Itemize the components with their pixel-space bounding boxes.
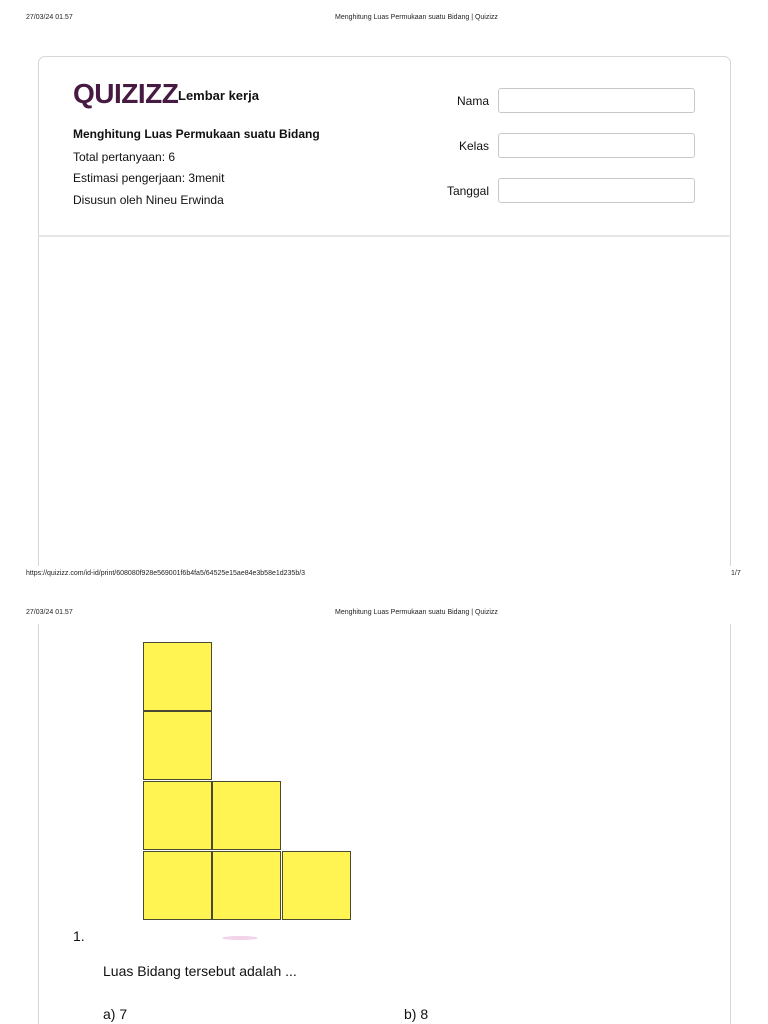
print-datetime: 27/03/24 01.57 (26, 14, 73, 21)
question-text: Luas Bidang tersebut adalah ... (103, 963, 297, 979)
print-page-title-page2: Menghitung Luas Permukaan suatu Bidang | Quizizz (335, 609, 498, 616)
question-number: 1. (73, 928, 85, 944)
square-col1-row2 (143, 711, 212, 780)
page2-left-border (38, 624, 39, 1024)
worksheet-title: Menghitung Luas Permukaan suatu Bidang (73, 127, 320, 141)
card-divider (38, 235, 731, 237)
print-page-title: Menghitung Luas Permukaan suatu Bidang | Quizizz (335, 14, 498, 21)
square-col1-row1 (143, 642, 212, 711)
square-col1-row3 (143, 781, 212, 850)
square-col2-row3 (212, 781, 281, 850)
worksheet-author: Disusun oleh Nineu Erwinda (73, 193, 224, 207)
page-left-border (38, 236, 39, 566)
estimated-time: Estimasi pengerjaan: 3menit (73, 171, 225, 185)
total-questions: Total pertanyaan: 6 (73, 150, 176, 164)
worksheet-label: Lembar kerja (178, 88, 259, 103)
name-label: Nama (456, 94, 489, 108)
figure-smudge (222, 936, 258, 940)
option-b[interactable]: b) 8 (404, 1006, 429, 1022)
option-a[interactable]: a) 7 (103, 1006, 128, 1022)
class-label: Kelas (458, 139, 489, 153)
square-col2-row4 (212, 851, 281, 920)
square-col3-row4 (282, 851, 351, 920)
date-input[interactable] (498, 178, 695, 203)
print-page-number: 1/7 (731, 570, 741, 577)
quizizz-logo: QUIZIZZ (73, 78, 179, 109)
date-label: Tanggal (446, 184, 489, 198)
square-col1-row4 (143, 851, 212, 920)
print-url: https://quizizz.com/id-id/print/608080f928e569001f6b4fa5/64525e15ae84e3b58e1d235b/3 (26, 570, 306, 577)
page-right-border (730, 236, 731, 566)
class-input[interactable] (498, 133, 695, 158)
name-input[interactable] (498, 88, 695, 113)
page2-right-border (730, 624, 731, 1024)
print-datetime-page2: 27/03/24 01.57 (26, 609, 73, 616)
